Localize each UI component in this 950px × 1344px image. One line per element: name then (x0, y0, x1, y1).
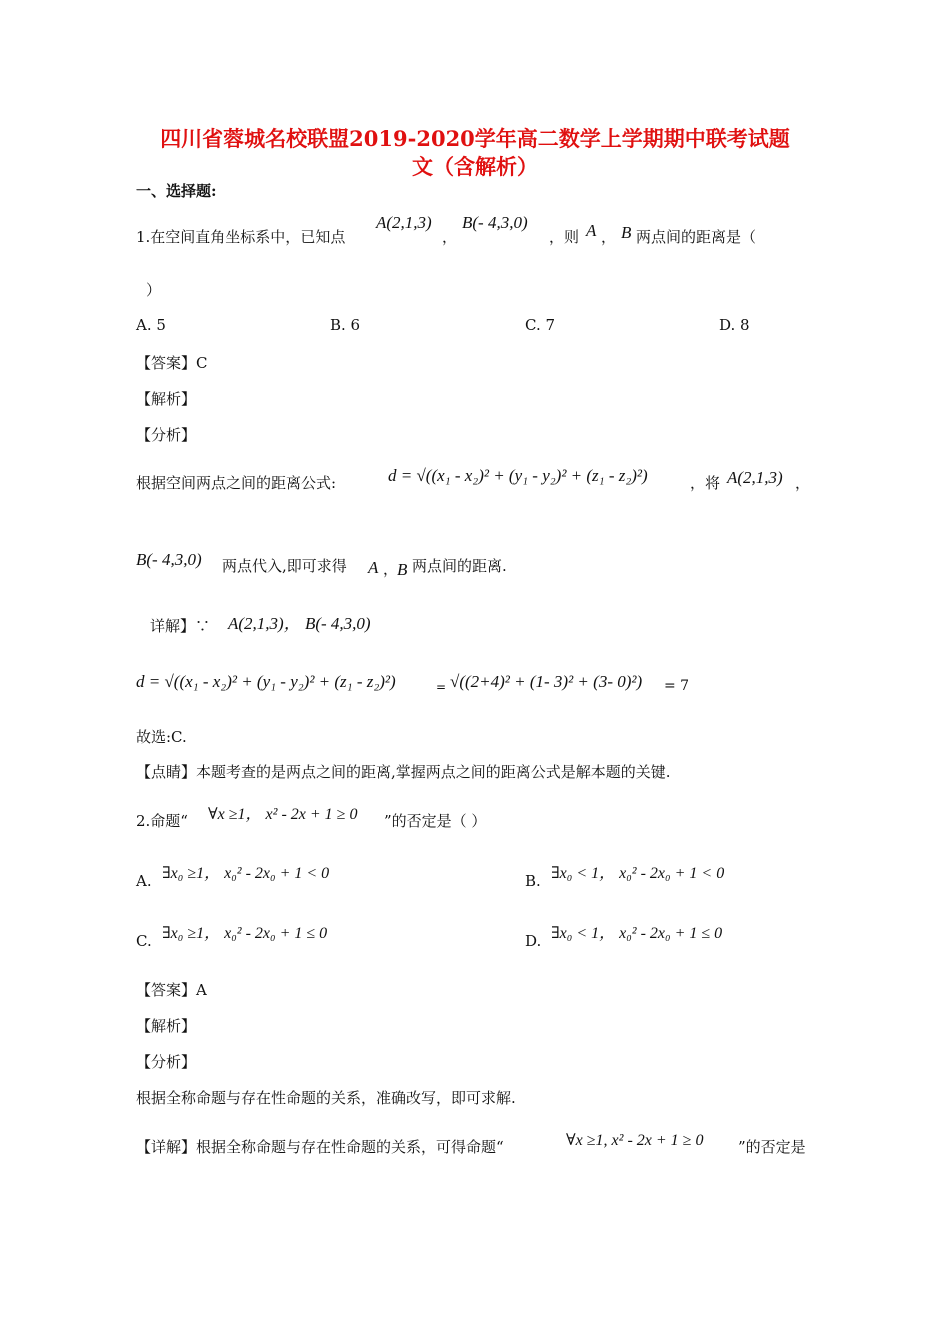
q2-detail-proposition: ∀x ≥1, x² - 2x + 1 ≥ 0 (566, 1132, 704, 1149)
q1-option-b: B. 6 (330, 316, 361, 334)
q1-stem-b: ，则 (549, 228, 580, 246)
q1-analysis-b: ，将 (690, 474, 721, 492)
q1-comment: 【点睛】本题考查的是两点之间的距离,掌握两点之间的距离公式是解本题的关键. (136, 763, 671, 781)
q1-calc-eq: = (436, 680, 447, 694)
q2-jiexi: 【解析】 (136, 1017, 197, 1035)
q1-stem-c: 两点间的距离是（ (636, 228, 757, 246)
q1-option-c: C. 7 (525, 316, 556, 334)
section-heading: 一、选择题: (136, 182, 217, 200)
q1-jiexi: 【解析】 (136, 390, 197, 408)
q1-b2: B (397, 560, 408, 579)
q2-proposition: ∀x ≥1， x² - 2x + 1 ≥ 0 (208, 806, 358, 823)
q2-option-b-label: B. (525, 872, 541, 890)
q1-analysis-d: 两点间的距离. (412, 557, 507, 575)
q1-detail-label: 详解】∵ (150, 617, 211, 635)
q2-option-a: ∃x₀ ≥1， x₀² - 2x₀ + 1 < 0 (162, 865, 330, 882)
q2-option-d: ∃x₀ < 1， x₀² - 2x₀ + 1 ≤ 0 (551, 925, 723, 942)
q1-stem-a: 1.在空间直角坐标系中，已知点 (136, 228, 346, 246)
q1-comma2: ， (383, 560, 399, 578)
q1-point-b2: B(- 4,3,0) (136, 550, 202, 569)
q1-a2: A (368, 558, 379, 577)
q1-point-a: A(2,1,3) (376, 213, 432, 232)
q1-calc-lhs: d = √((x₁ - x₂)² + (y₁ - y₂)² + (z₁ - z₂)²) (136, 672, 396, 691)
q2-option-c-label: C. (136, 932, 152, 950)
q2-option-b: ∃x₀ < 1， x₀² - 2x₀ + 1 < 0 (551, 865, 725, 882)
q1-comma: ， (601, 228, 617, 246)
q1-answer: 【答案】C (136, 354, 208, 372)
q1-b-label: B (621, 223, 632, 242)
q1-analysis-a: 根据空间两点之间的距离公式: (136, 474, 337, 492)
q2-option-d-label: D. (525, 932, 542, 950)
q2-answer: 【答案】A (136, 981, 207, 999)
q2-detail-b: ”的否定是 (738, 1138, 806, 1156)
q1-fenxi: 【分析】 (136, 426, 197, 444)
q1-a-label: A (586, 221, 597, 240)
q1-point-a2: A(2,1,3) (727, 468, 783, 487)
q1-sep: ， (442, 228, 458, 246)
q1-detail-points: A(2,1,3)， B(- 4,3,0) (228, 614, 371, 633)
q1-calc-result: = 7 (664, 678, 690, 694)
doc-title-line1: 四川省蓉城名校联盟2019-2020学年高二数学上学期期中联考试题 (160, 126, 790, 151)
q2-fenxi: 【分析】 (136, 1053, 197, 1071)
q1-trail-comma: ， (795, 474, 811, 492)
q1-analysis-c: 两点代入,即可求得 (222, 557, 347, 575)
q1-choose: 故选:C. (136, 728, 187, 746)
doc-title-line2: 文（含解析） (412, 154, 538, 179)
q2-detail-a: 【详解】根据全称命题与存在性命题的关系，可得命题“ (136, 1138, 504, 1156)
q2-stem-b: ”的否定是（ ） (384, 812, 487, 830)
q1-point-b: B(- 4,3,0) (462, 213, 528, 232)
q2-option-a-label: A. (136, 872, 152, 890)
q1-option-a: A. 5 (136, 316, 166, 334)
q1-distance-formula: d = √((x₁ - x₂)² + (y₁ - y₂)² + (z₁ - z₂)²) (388, 466, 648, 485)
q2-stem-a: 2.命题“ (136, 812, 188, 830)
q1-close-paren: ） (146, 281, 162, 299)
q2-analysis: 根据全称命题与存在性命题的关系，准确改写，即可求解. (136, 1089, 516, 1107)
q1-calc-mid: √((2+4)² + (1- 3)² + (3- 0)²) (450, 672, 643, 691)
q1-option-d: D. 8 (719, 316, 750, 334)
q2-option-c: ∃x₀ ≥1， x₀² - 2x₀ + 1 ≤ 0 (162, 925, 328, 942)
